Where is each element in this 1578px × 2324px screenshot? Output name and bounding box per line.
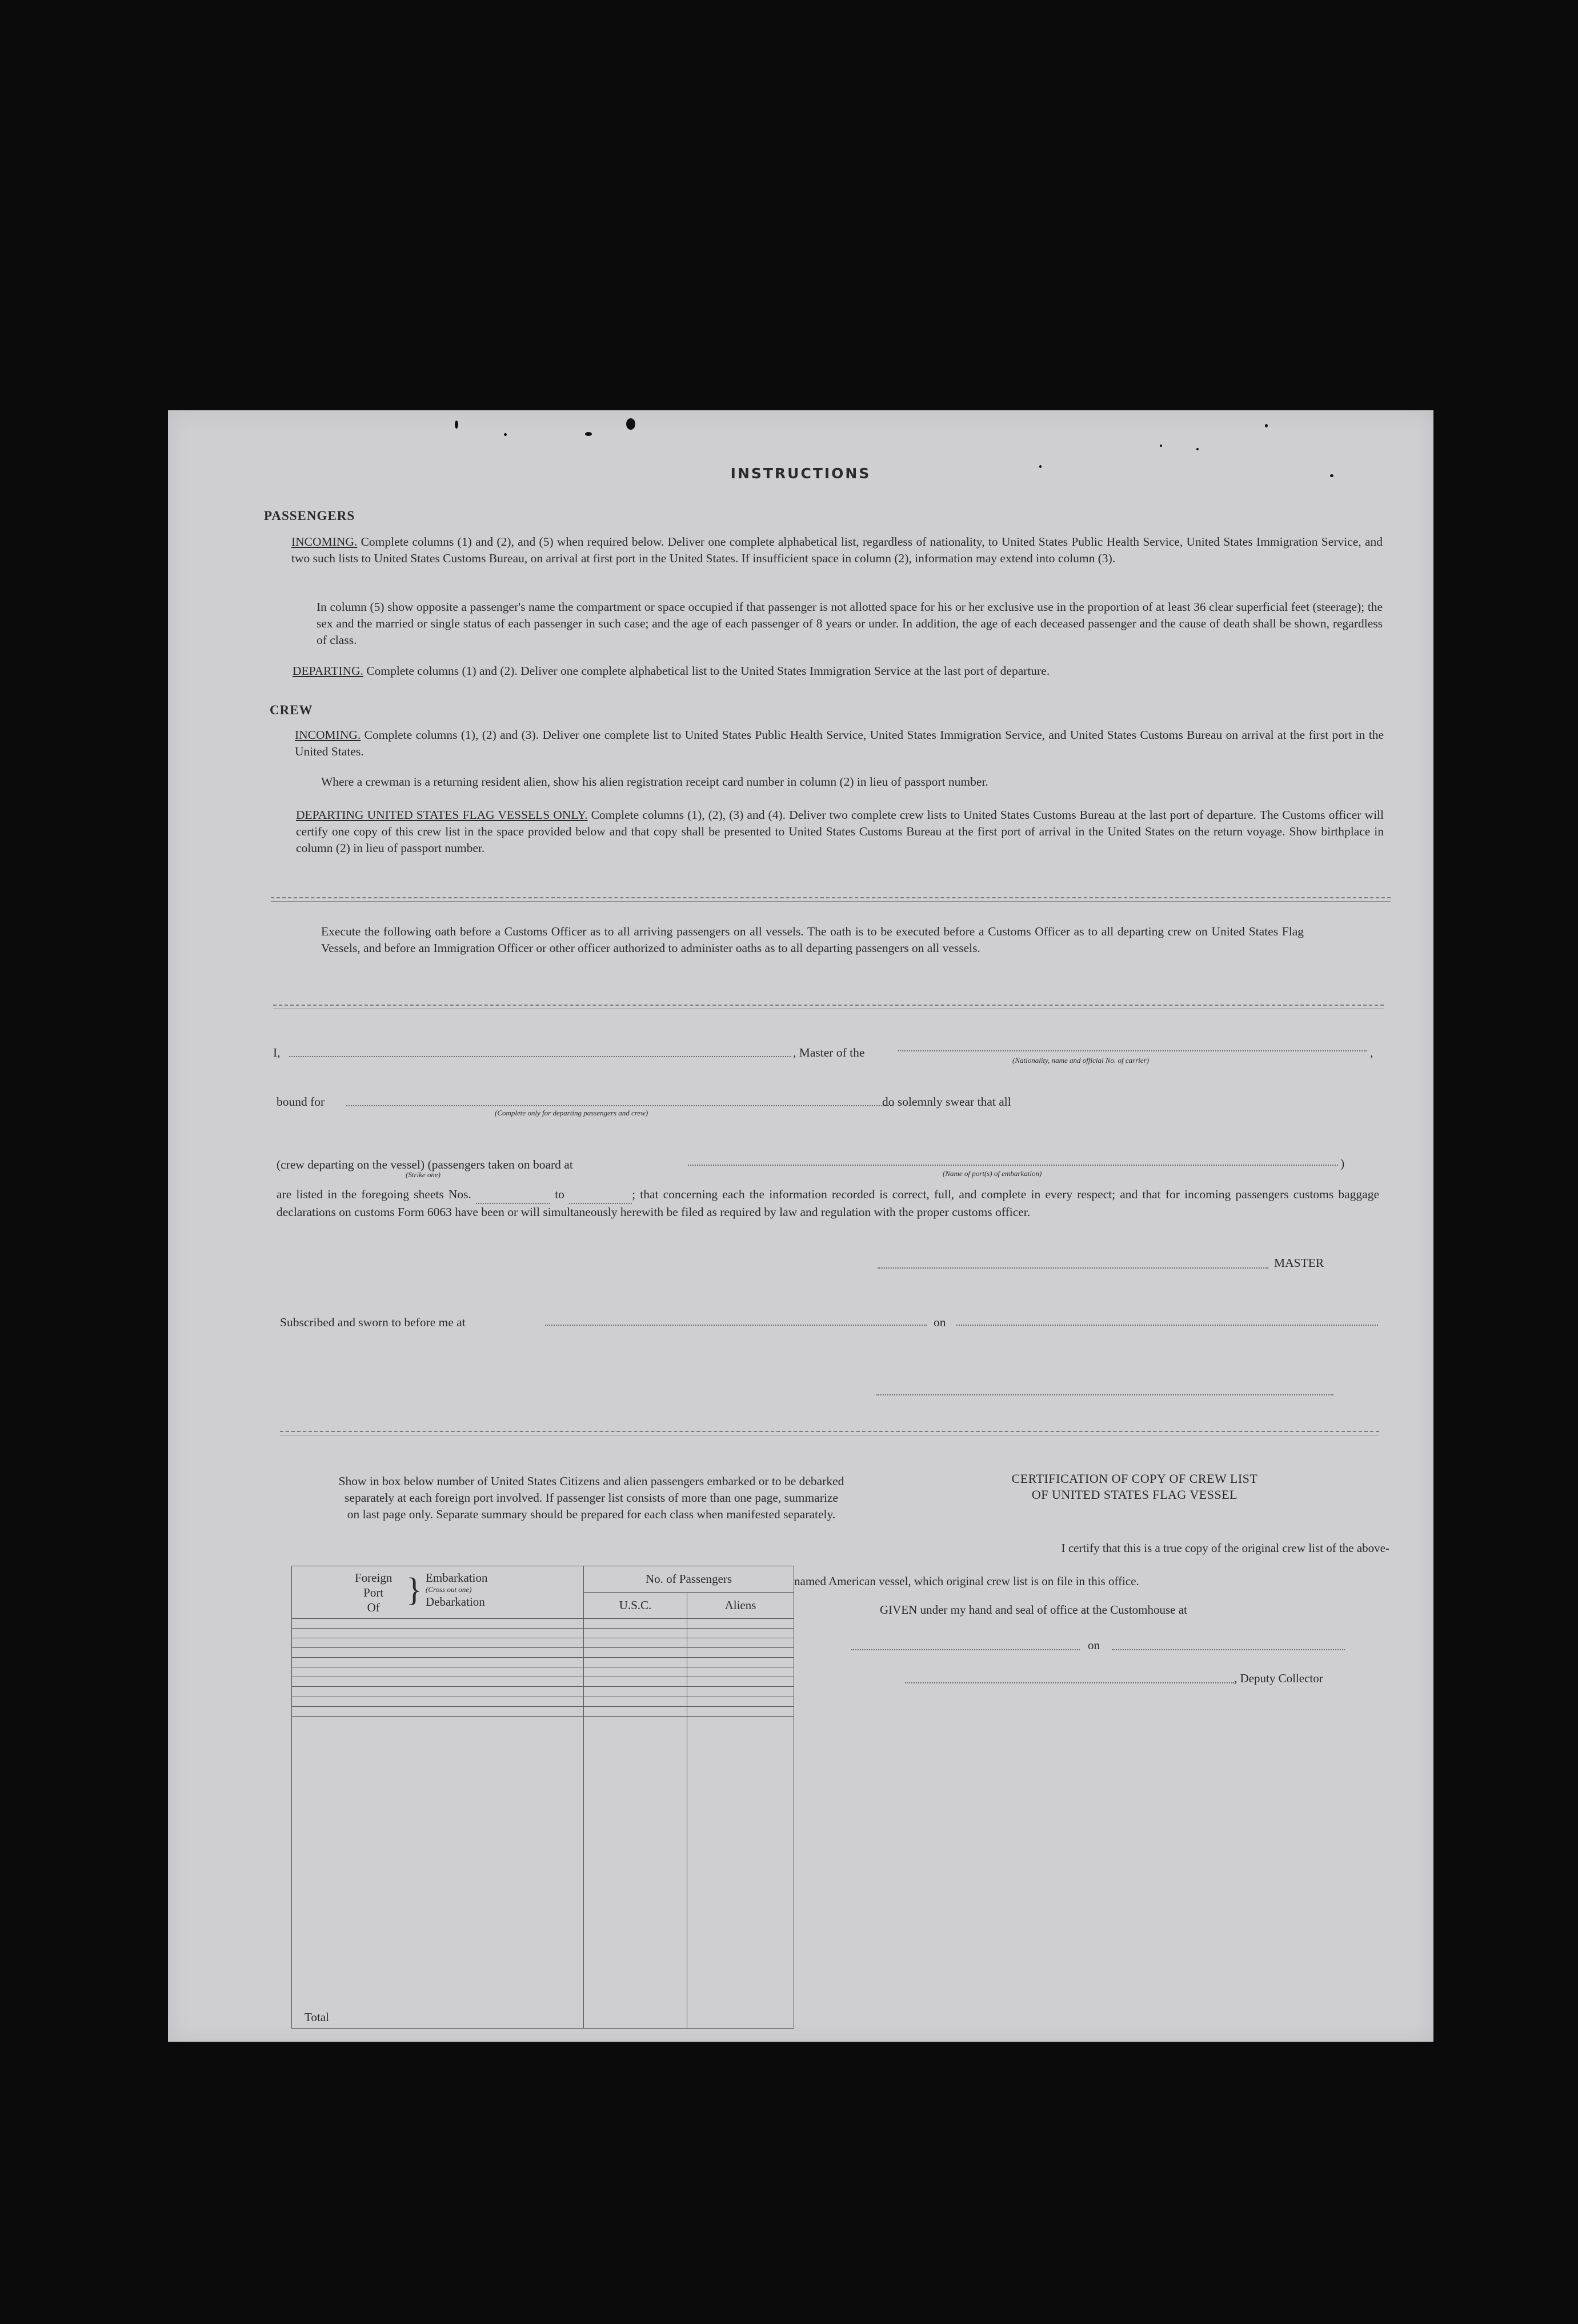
ink-speck	[1160, 445, 1162, 447]
on-label: on	[934, 1315, 946, 1329]
ink-speck	[585, 432, 592, 436]
aliens-cell[interactable]	[687, 1677, 794, 1687]
port-cell[interactable]	[292, 1667, 584, 1677]
listed-prefix: are listed in the foregoing sheets Nos.	[277, 1187, 471, 1201]
subscribed-label: Subscribed and sworn to before me at	[280, 1315, 466, 1329]
ink-speck	[455, 421, 458, 429]
usc-cell[interactable]	[584, 1658, 687, 1667]
port-label: Port	[363, 1585, 384, 1599]
crew-incoming-text: Complete columns (1), (2) and (3). Deliver one complete list to United States Public Health Service, United States Immigration Service, and United States Customs Bureau on arrival at the first port in the United States.	[295, 728, 1384, 758]
master-label: MASTER	[1274, 1256, 1324, 1270]
crew-departing-text: (crew departing on the vessel) (passengers taken on board at	[277, 1158, 573, 1171]
sheet-to-field[interactable]	[569, 1186, 632, 1204]
certification-on-label: on	[1088, 1638, 1100, 1652]
certification-text2: named American vessel, which original crew list is on file in this office.	[794, 1574, 1139, 1588]
aliens-cell[interactable]	[687, 1697, 794, 1706]
aliens-cell[interactable]	[687, 1658, 794, 1667]
port-cell[interactable]	[292, 1638, 584, 1648]
port-cell[interactable]	[292, 1619, 584, 1629]
crew-departing-label: DEPARTING UNITED STATES FLAG VESSELS ONLY.	[296, 808, 588, 822]
crew-incoming-label: INCOMING.	[295, 728, 361, 742]
deputy-signature-field[interactable]	[905, 1682, 1234, 1683]
ink-speck	[1265, 424, 1268, 427]
usc-cell[interactable]	[584, 1706, 687, 1716]
total-row	[292, 1716, 794, 2028]
crew-resident-paragraph: Where a crewman is a returning resident alien, show his alien registration receipt card number in column (2) in lieu of passport number.	[321, 775, 988, 789]
crew-incoming-paragraph	[295, 727, 1384, 760]
passengers-departing-text: Complete columns (1) and (2). Deliver one complete alphabetical list to the United States Immigration Service at the last port of departure.	[366, 664, 1050, 678]
aliens-cell[interactable]	[687, 1619, 794, 1629]
listed-suffix: ; that concerning each the information recorded is correct, full, and complete in every respect; and that for incoming passengers customs baggage declarations on customs Form 6063 have been or will simultaneously herewith be filed as required by law and regulation with the proper customs officer.	[277, 1187, 1379, 1219]
page-title: INSTRUCTIONS	[730, 465, 871, 482]
master-signature-field[interactable]	[878, 1267, 1268, 1269]
summary-instructions: Show in box below number of United States Citizens and alien passengers embarked or to be debarked separately at each foreign port involved. If passenger list consists of more than one page, summarize on last page only. Separate summary should be prepared for each class when manifested separately.	[338, 1474, 844, 1521]
divider	[280, 1431, 1379, 1432]
embarkation-hint: (Name of port(s) of embarkation)	[943, 1169, 1042, 1178]
brace: }	[406, 1570, 422, 1608]
customhouse-field[interactable]	[851, 1649, 1080, 1650]
port-cell[interactable]	[292, 1648, 584, 1658]
usc-cell[interactable]	[584, 1619, 687, 1629]
certification-title	[918, 1471, 1352, 1503]
swear-text: do solemnly swear that all	[882, 1095, 1011, 1109]
deputy-collector-label: , Deputy Collector	[1234, 1671, 1323, 1685]
crew-departing-text: Complete columns (1), (2), (3) and (4). Deliver two complete crew lists to United States Customs Bureau at the last port of departure. The Customs officer will certify one copy of this crew list in the space provided below and that copy shall be presented to United States Customs Bureau at the first port of arrival in the United States on the return voyage. Show birthplace in column (2) in lieu of passport number.	[296, 808, 1384, 855]
port-cell[interactable]	[292, 1629, 584, 1638]
oath-instructions: Execute the following oath before a Customs Officer as to all arriving passengers on all vessels. The oath is to be executed before a Customs Officer as to all departing crew on United States Flag Vessels, and before an Immigration Officer or other officer authorized to administer oaths as to all departing passengers on all vessels.	[321, 925, 1304, 955]
table-row	[292, 1697, 794, 1706]
subscribed-date-field[interactable]	[956, 1325, 1378, 1326]
no-of-passengers-header: No. of Passengers	[584, 1566, 794, 1593]
ink-speck	[1196, 448, 1199, 450]
cross-out-hint: (Cross out one)	[426, 1585, 472, 1594]
ink-speck	[504, 433, 507, 436]
carrier-field[interactable]	[898, 1050, 1367, 1051]
embarkation-port-field[interactable]	[688, 1165, 1338, 1166]
sheet-from-field[interactable]	[476, 1186, 550, 1204]
table-row	[292, 1677, 794, 1687]
table-row	[292, 1638, 794, 1648]
comma: ,	[1370, 1046, 1373, 1059]
aliens-cell[interactable]	[687, 1638, 794, 1648]
bound-for-label: bound for	[277, 1095, 325, 1109]
passenger-summary-table	[291, 1566, 794, 2029]
table-row	[292, 1648, 794, 1658]
foreign-label: Foreign	[355, 1570, 393, 1585]
table-row	[292, 1629, 794, 1638]
certification-title-line1: CERTIFICATION OF COPY OF CREW LIST	[1011, 1471, 1258, 1486]
certification-title-line2: OF UNITED STATES FLAG VESSEL	[1031, 1487, 1238, 1502]
bound-hint: (Complete only for departing passengers and crew)	[495, 1109, 648, 1117]
usc-cell[interactable]	[584, 1687, 687, 1697]
certification-date-field[interactable]	[1112, 1649, 1345, 1650]
aliens-total-cell[interactable]	[687, 1716, 794, 2028]
aliens-header: Aliens	[687, 1593, 794, 1619]
port-header-cell	[292, 1566, 584, 1619]
divider	[271, 901, 1391, 902]
usc-cell[interactable]	[584, 1697, 687, 1706]
aliens-cell[interactable]	[687, 1629, 794, 1638]
table-row	[292, 1658, 794, 1667]
usc-cell[interactable]	[584, 1677, 687, 1687]
bound-for-field[interactable]	[346, 1105, 894, 1106]
passengers-heading: PASSENGERS	[264, 509, 355, 523]
port-cell[interactable]	[292, 1706, 584, 1716]
certification-text3: GIVEN under my hand and seal of office at the Customhouse at	[880, 1603, 1187, 1617]
listed-paragraph	[277, 1186, 1379, 1221]
aliens-cell[interactable]	[687, 1706, 794, 1716]
table-row	[292, 1687, 794, 1697]
to-label: to	[555, 1187, 564, 1201]
divider	[271, 897, 1391, 898]
passengers-incoming-label: INCOMING.	[291, 535, 358, 549]
total-label: Total	[292, 1716, 584, 2028]
aliens-cell[interactable]	[687, 1667, 794, 1677]
passengers-column5-paragraph: In column (5) show opposite a passenger's name the compartment or space occupied if that passenger is not allotted space for his or her exclusive use in the proportion of at least 36 clear superficial feet (steerage); the sex and the married or single status of each passenger in such case; and the age of each passenger of 8 years or under. In addition, the age of each deceased passenger and the cause of death shall be shown, regardless of class.	[317, 600, 1383, 647]
passengers-incoming-paragraph	[291, 534, 1383, 567]
strike-one-hint: (Strike one)	[406, 1170, 441, 1179]
port-cell[interactable]	[292, 1687, 584, 1697]
table-row	[292, 1706, 794, 1716]
usc-total-cell[interactable]	[584, 1716, 687, 2028]
crew-heading: CREW	[270, 703, 313, 717]
debarkation-label: Debarkation	[426, 1594, 485, 1609]
usc-header: U.S.C.	[584, 1593, 687, 1619]
officer-signature-field[interactable]	[876, 1394, 1333, 1395]
passengers-incoming-text: Complete columns (1) and (2), and (5) when required below. Deliver one complete alphabetical list, regardless of nationality, to United States Public Health Service, United States Immigration Service, and two such lists to United States Customs Bureau, on arrival at first port in the United States. If insufficient space in column (2), information may extend into column (3).	[291, 535, 1383, 565]
close-paren: )	[1340, 1157, 1345, 1170]
usc-cell[interactable]	[584, 1629, 687, 1638]
table-row	[292, 1667, 794, 1677]
passengers-departing-paragraph	[293, 663, 1384, 679]
usc-cell[interactable]	[584, 1638, 687, 1648]
ink-speck	[626, 418, 635, 430]
divider	[273, 1005, 1384, 1006]
table-row	[292, 1619, 794, 1629]
master-name-field[interactable]	[289, 1056, 791, 1057]
form-sheet	[168, 410, 1433, 2042]
port-cell[interactable]	[292, 1658, 584, 1667]
of-label: Of	[367, 1600, 380, 1614]
usc-cell[interactable]	[584, 1667, 687, 1677]
carrier-hint: (Nationality, name and official No. of carrier)	[1012, 1056, 1150, 1065]
usc-cell[interactable]	[584, 1648, 687, 1658]
oath-i-label: I,	[273, 1046, 281, 1059]
aliens-cell[interactable]	[687, 1648, 794, 1658]
certification-text1: I certify that this is a true copy of the original crew list of the above-	[1061, 1541, 1389, 1555]
master-of-the-label: , Master of the	[793, 1046, 865, 1059]
passengers-departing-label: DEPARTING.	[293, 664, 363, 678]
subscribed-place-field[interactable]	[545, 1325, 927, 1326]
embarkation-label: Embarkation	[426, 1570, 488, 1585]
aliens-cell[interactable]	[687, 1687, 794, 1697]
crew-departing-paragraph	[296, 807, 1384, 857]
port-cell[interactable]	[292, 1697, 584, 1706]
port-cell[interactable]	[292, 1677, 584, 1687]
